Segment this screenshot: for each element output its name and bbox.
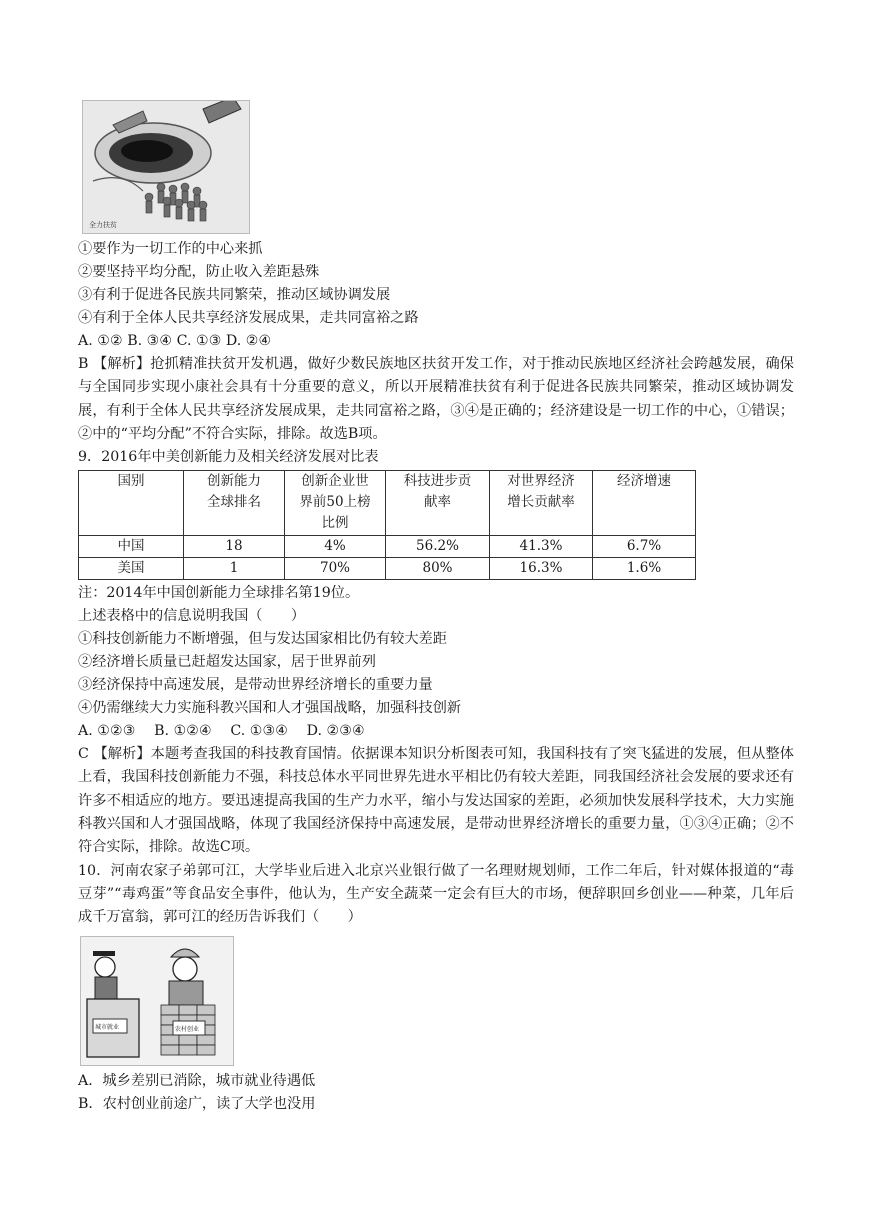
q9-option-3: ③经济保持中高速发展，是带动世界经济增长的重要力量 (78, 677, 433, 694)
table-cell: 1.6% (593, 558, 696, 580)
header-top50-ratio: 创新企业世 界前50上榜 比例 (285, 471, 386, 536)
q9-title: 9．2016年中美创新能力及相关经济发展对比表 (78, 449, 379, 466)
urban-rural-cartoon (80, 936, 234, 1066)
q9-note: 注：2014年中国创新能力全球排名第19位。 (78, 585, 360, 602)
header-world-growth-contribution: 对世界经济 增长贡献率 (490, 471, 593, 536)
q10-option-b: B．农村创业前途广，读了大学也没用 (78, 1095, 316, 1112)
table-cell: 6.7% (593, 536, 696, 558)
cartoon-caption: 全力扶贫 (89, 221, 117, 229)
poverty-alleviation-cartoon (82, 100, 250, 234)
q10-stem: 10．河南农家子弟郭可江，大学毕业后进入北京兴业银行做了一名理财规划师，工作二年后，针对媒体报道的“毒豆芽”“毒鸡蛋”等食品安全事件，他认为，生产安全蔬菜一定会有巨大的市场，便辞职回乡创业——种菜，几年后成千万富翁，郭可江的经历告诉我们（ ） (78, 862, 794, 926)
comparison-table (78, 470, 696, 580)
table-cell: 16.3% (490, 558, 593, 580)
q10-option-a: A．城乡差别已消除，城市就业待遇低 (78, 1072, 316, 1089)
header-tech-contribution: 科技进步贡 献率 (386, 471, 490, 536)
q8-choices: A. ①② B. ③④ C. ①③ D. ②④ (78, 333, 272, 349)
table-cell: 1 (184, 558, 285, 580)
cartoon-drawing (81, 937, 233, 1065)
rural-business-label: 农村创业 (175, 1025, 200, 1033)
q8-option-3: ③有利于促进各民族共同繁荣，推动区域协调发展 (78, 287, 391, 303)
table-cell: 4% (285, 536, 386, 558)
q8-answer-analysis: B 【解析】抢抓精准扶贫开发机遇，做好少数民族地区扶贫开发工作，对于推动民族地区经济社会跨越发展，确保与全国同步实现小康社会具有十分重要的意义，所以开展精准扶贫有利于促进各民族共同繁荣，推动区域协调发展，有利于全体人民共享经济发展成果，走共同富裕之路，③④是正确的；经济建设是一切工作的中心，①错误；②中的“平均分配”不符合实际，排除。故选B项。 (78, 356, 794, 442)
table-cell: 中国 (79, 536, 184, 558)
table-cell: 80% (386, 558, 490, 580)
header-country: 国别 (79, 471, 184, 536)
header-innovation-rank: 创新能力 全球排名 (184, 471, 285, 536)
table-cell: 美国 (79, 558, 184, 580)
table-row (79, 558, 696, 580)
table-header-row (79, 471, 696, 536)
q9-stem: 上述表格中的信息说明我国（ ） (78, 608, 306, 625)
q9-choices: A. ①②③ B. ①②④ C. ①③④ D. ②③④ (78, 723, 365, 740)
table-cell: 18 (184, 536, 285, 558)
q8-option-2: ②要坚持平均分配，防止收入差距悬殊 (78, 264, 320, 280)
q8-option-4: ④有利于全体人民共享经济发展成果，走共同富裕之路 (78, 310, 419, 326)
table-row (79, 536, 696, 558)
q9-option-1: ①科技创新能力不断增强，但与发达国家相比仍有较大差距 (78, 631, 447, 648)
table-cell: 70% (285, 558, 386, 580)
document-page (78, 100, 794, 1116)
q9-option-2: ②经济增长质量已赶超发达国家，居于世界前列 (78, 654, 376, 671)
q8-option-1: ①要作为一切工作的中心来抓 (78, 241, 263, 257)
q9-answer-analysis: C 【解析】本题考查我国的科技教育国情。依据课本知识分析图表可知，我国科技有了突飞猛进的发展，但从整体上看，我国科技创新能力不强，科技总体水平同世界先进水平相比仍有较大差距，同我国经济社会发展的要求还有许多不相适应的地方。要迅速提高我国的生产力水平，缩小与发达国家的差距，必须加快发展科学技术，大力实施科教兴国和人才强国战略，体现了我国经济保持中高速发展，是带动世界经济增长的重要力量，①③④正确；②不符合实际，排除。故选C项。 (78, 746, 794, 856)
table-cell: 41.3% (490, 536, 593, 558)
city-employment-label: 城市就业 (95, 1023, 120, 1031)
cartoon-drawing (83, 101, 249, 233)
q9-option-4: ④仍需继续大力实施科教兴国和人才强国战略，加强科技创新 (78, 700, 462, 717)
header-growth-rate: 经济增速 (593, 471, 696, 536)
table-cell: 56.2% (386, 536, 490, 558)
